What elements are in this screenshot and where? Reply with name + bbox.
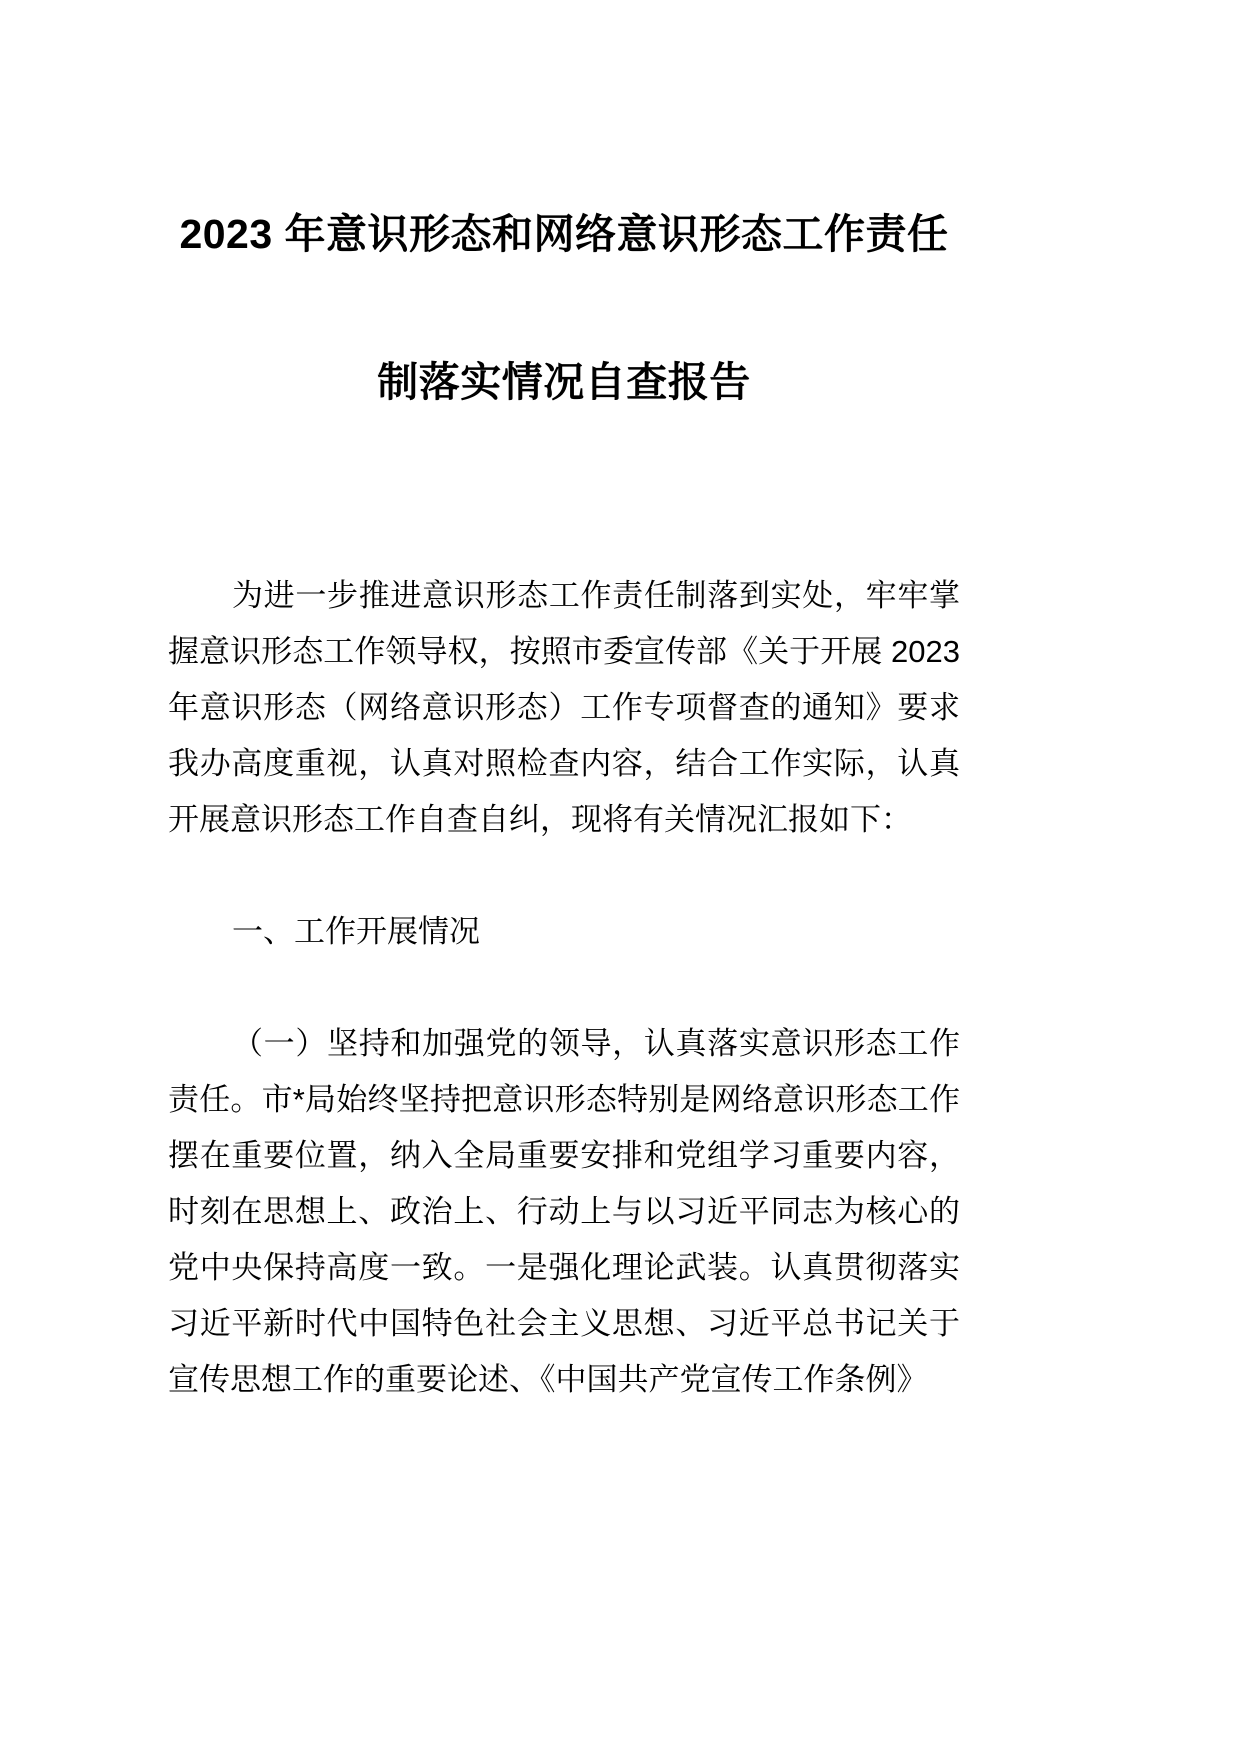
title-line-2: 制落实情况自查报告: [377, 359, 751, 405]
paragraph-subsection-one-1: （一）坚持和加强党的领导，认真落实意识形态工作责任。市*局始终坚持把意识形态特别是网络意识形态工作摆在重要位置，纳入全局重要安排和党组学习重要内容，时刻在思想上、政治上、行动上与以习近平同志为核心的党中央保持高度一致。一是强化理论武装。认真贯彻落实习近平新时代中国特色社会主义思想、习近平总书记关于宣传思想工作的重要论述、《中国共产党宣传工作条例》: [168, 1026, 960, 1397]
paragraph-intro: 为进一步推进意识形态工作责任制落到实处，牢牢掌握意识形态工作领导权，按照市委宣传部《关于开展 2023 年意识形态（网络意识形态）工作专项督查的通知》要求我办高度重视，认真对照检查内容，结合工作实际，认真开展意识形态工作自查自纠，现将有关情况汇报如下：: [168, 578, 960, 837]
title-line-1: 2023 年意识形态和网络意识形态工作责任: [179, 211, 949, 257]
page-title: [168, 0, 960, 456]
document-content: [168, 0, 960, 1408]
section-heading-one: 一、工作开展情况: [232, 914, 480, 949]
document-body: [168, 568, 960, 1408]
